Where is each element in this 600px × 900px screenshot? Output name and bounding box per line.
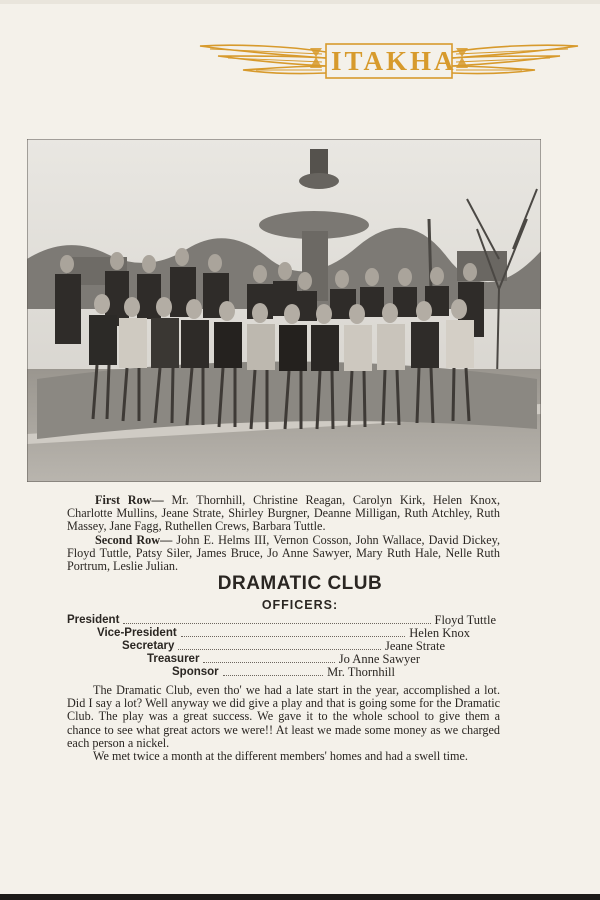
club-description	[67, 684, 500, 763]
officer-row-sponsor	[172, 666, 395, 679]
yearbook-title: ITAKHA	[331, 46, 457, 76]
group-photo	[27, 139, 541, 482]
leader-dots	[123, 622, 430, 624]
officer-name: Helen Knox	[409, 626, 470, 640]
page-bottom-edge	[0, 894, 600, 900]
leader-dots	[178, 648, 381, 650]
second-row-caption	[67, 534, 500, 574]
officers-heading: OFFICERS:	[261, 598, 339, 612]
second-row-names: John E. Helms III, Vernon Cosson, John Wallace, David Dickey, Floyd Tuttle, Patsy Siler, James Bruce, Jo Anne Sawyer, Mary Ruth Hale, Nelle Ruth Portrum, Leslie Julian.	[67, 532, 501, 574]
officer-role: President	[67, 614, 120, 626]
officer-name: Jo Anne Sawyer	[338, 652, 420, 666]
officer-name: Floyd Tuttle	[434, 613, 496, 627]
club-title: DRAMATIC CLUB	[217, 573, 383, 594]
officer-role: Sponsor	[172, 666, 219, 678]
leader-dots	[181, 635, 406, 637]
first-row-label: First Row—	[95, 493, 164, 507]
officer-role: Secretary	[122, 640, 175, 652]
description-paragraph: We met twice a month at the different members' homes and had a swell time.	[93, 749, 468, 764]
officer-role: Treasurer	[147, 653, 200, 665]
second-row-label: Second Row—	[95, 532, 173, 547]
description-paragraph: The Dramatic Club, even tho' we had a late start in the year, accomplished a lot. Did I say a lot? Well anyway we did give a play and that is going some for the Dramatic Club. The play was a great success. We gave it to the whole school to give them a chance to see what great actors we were!! At least we made some money as we charged each person a nickel.	[67, 683, 500, 750]
officer-role: Vice-President	[97, 627, 177, 639]
photo-caption	[67, 494, 500, 573]
leader-dots	[203, 661, 334, 663]
officer-name: Mr. Thornhill	[327, 665, 395, 679]
yearbook-header	[198, 40, 580, 84]
first-row-names: Mr. Thornhill, Christine Reagan, Carolyn Kirk, Helen Knox, Charlotte Mullins, Jeane Strate, Shirley Burgner, Deanne Milligan, Ruth Atchley, Ruth Massey, Jane Fagg, Ruthellen Crews, Barbara Tuttle.	[67, 493, 501, 534]
leader-dots	[223, 674, 324, 676]
officer-name: Jeane Strate	[384, 639, 445, 653]
page-top-edge	[0, 0, 600, 4]
first-row-caption	[67, 494, 500, 534]
